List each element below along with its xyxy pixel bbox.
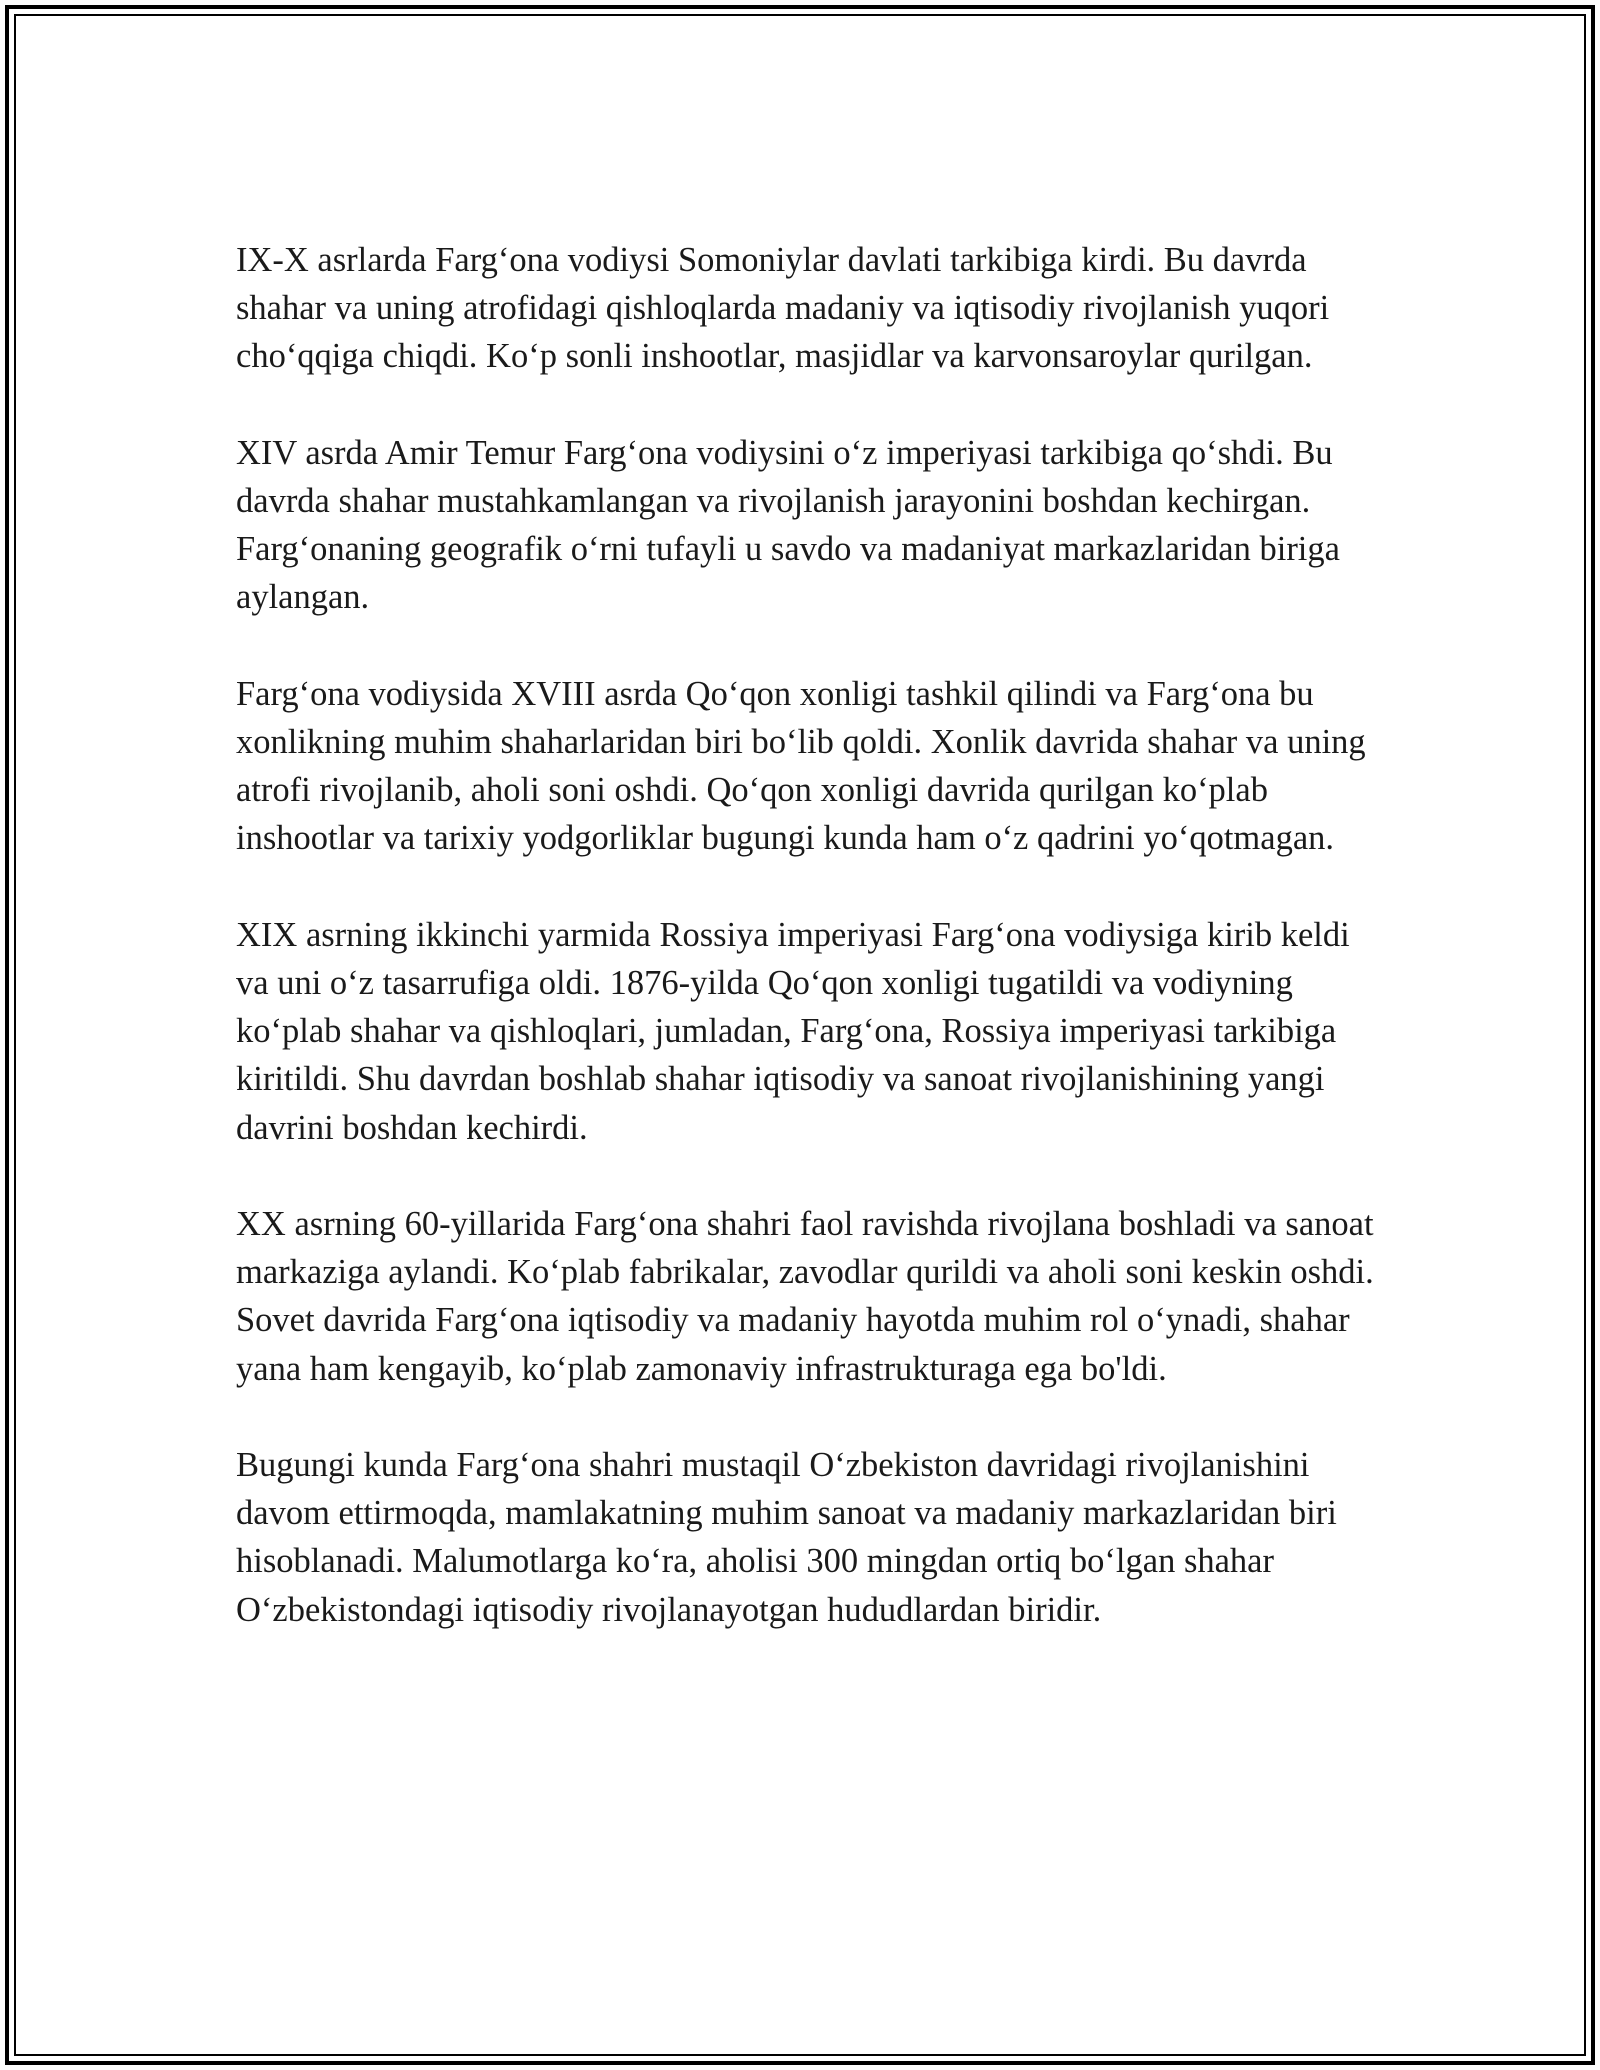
- document-body: [236, 236, 1386, 1634]
- paragraph-amir-temur: XIV asrda Amir Temur Farg‘ona vodiysini o‘z imperiyasi tarkibiga qo‘shdi. Bu davrda shahar mustahkamlangan va rivojlanish jarayonini boshdan kechirgan. Farg‘onaning geografik o‘rni tufayli u savdo va madaniyat markazlaridan biriga aylangan.: [236, 433, 1340, 617]
- paragraph-bugungi-kunda: Bugungi kunda Farg‘ona shahri mustaqil O‘zbekiston davridagi rivojlanishini davom ettirmoqda, mamlakatning muhim sanoat va madaniy markazlaridan biri hisoblanadi. Malumotlarga ko‘ra, aholisi 300 mingdan ortiq bo‘lgan shahar O‘zbekistondagi iqtisodiy rivojlanayotgan hududlardan biridir.: [236, 1446, 1337, 1629]
- paragraph-xx-asr: XX asrning 60-yillarida Farg‘ona shahri faol ravishda rivojlana boshladi va sanoat markaziga aylandi. Ko‘plab fabrikalar, zavodlar qurildi va aholi soni keskin oshdi. Sovet davrida Farg‘ona iqtisodiy va madaniy hayotda muhim rol o‘ynadi, shahar yana ham kengayib, ko‘plab zamonaviy infrastrukturaga ega bo'ldi.: [236, 1205, 1374, 1388]
- paragraph-qoqon-xonligi: Farg‘ona vodiysida XVIII asrda Qo‘qon xonligi tashkil qilindi va Farg‘ona bu xonlikning muhim shaharlaridan biri bo‘lib qoldi. Xonlik davrida shahar va uning atrofi rivojlanib, aholi soni oshdi. Qo‘qon xonligi davrida qurilgan ko‘plab inshootlar va tarixiy yodgorliklar bugungi kunda ham o‘z qadrini yo‘qotmagan.: [236, 674, 1366, 858]
- paragraph-somoniylar: IX-X asrlarda Farg‘ona vodiysi Somoniylar davlati tarkibiga kirdi. Bu davrda shahar va uning atrofidagi qishloqlarda madaniy va iqtisodiy rivojlanish yuqori cho‘qqiga chiqdi. Ko‘p sonli inshootlar, masjidlar va karvonsaroylar qurilgan.: [236, 241, 1330, 376]
- paragraph-rossiya-imperiyasi: XIX asrning ikkinchi yarmida Rossiya imperiyasi Farg‘ona vodiysiga kirib keldi va uni o‘z tasarrufiga oldi. 1876-yilda Qo‘qon xonligi tugatildi va vodiyning ko‘plab shahar va qishloqlari, jumladan, Farg‘ona, Rossiya imperiyasi tarkibiga kiritildi. Shu davrdan boshlab shahar iqtisodiy va sanoat rivojlanishining yangi davrini boshdan kechirdi.: [236, 915, 1350, 1147]
